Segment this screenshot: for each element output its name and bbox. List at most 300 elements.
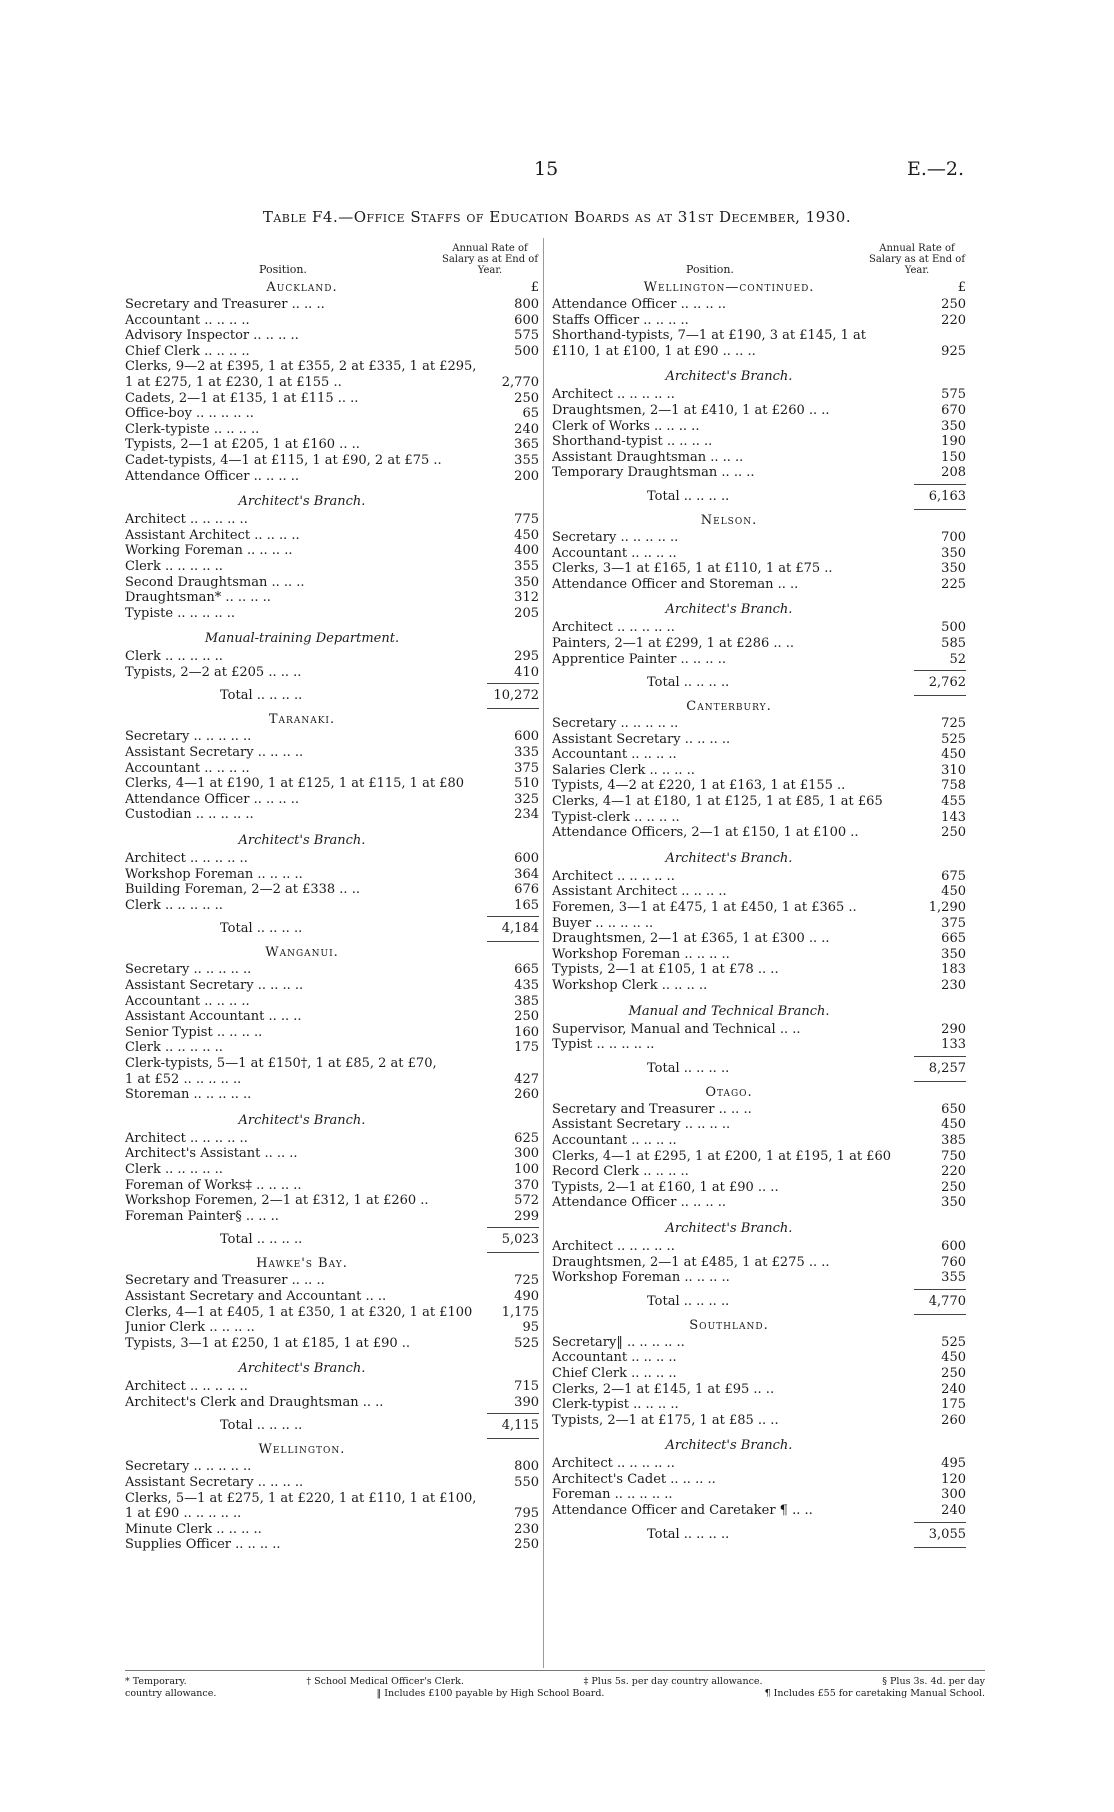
footnote: * Temporary. (125, 1676, 187, 1687)
position-label: Workshop Foremen, 2—1 at £312, 1 at £260 .. (125, 1193, 429, 1209)
position-label: Clerk-typiste .. .. .. .. (125, 421, 260, 437)
board-canterbury (552, 699, 966, 1077)
branch-title: Architect's Branch. (238, 494, 366, 510)
total-row (552, 1061, 966, 1077)
salary-value: 260 (514, 1087, 539, 1103)
staff-row (552, 387, 966, 403)
salary-value: 400 (514, 543, 539, 559)
salary-value: 225 (941, 576, 966, 592)
salary-value: 350 (941, 946, 966, 962)
staff-row (125, 1273, 539, 1289)
position-label: Typists, 2—1 at £205, 1 at £160 .. .. (125, 437, 360, 453)
staff-list (125, 729, 539, 823)
salary-value: 510 (514, 776, 539, 792)
position-label: Assistant Secretary and Accountant .. .. (125, 1288, 387, 1304)
salary-value: 600 (514, 851, 539, 867)
position-label: Clerk .. .. .. .. .. (125, 1161, 223, 1177)
staff-row (552, 825, 966, 841)
salary-value: 375 (514, 760, 539, 776)
total-label: Total .. .. .. .. (220, 1418, 303, 1434)
staff-row (125, 543, 539, 559)
staff-row (552, 419, 966, 435)
salary-value: 250 (941, 297, 966, 312)
footnote: ‖ Includes £100 payable by High School Board. (376, 1688, 605, 1699)
staff-list (125, 1131, 539, 1225)
staff-list (125, 1273, 539, 1351)
staff-row (125, 962, 539, 978)
board-title: Otago. (705, 1084, 753, 1100)
staff-row (552, 1413, 966, 1429)
salary-value: 675 (941, 868, 966, 884)
staff-row (125, 512, 539, 528)
staff-row (552, 1503, 966, 1519)
salary-header: Annual Rate of Salary as at End of Year. (441, 243, 539, 276)
salary-value: 450 (514, 527, 539, 543)
total-value: 2,762 (906, 675, 966, 691)
staff-row (125, 1305, 539, 1321)
salary-value: 385 (514, 993, 539, 1009)
column-header (552, 236, 966, 276)
staff-list (552, 530, 966, 592)
salary-value: 205 (514, 605, 539, 621)
staff-row (552, 900, 966, 916)
staff-list (552, 1239, 966, 1286)
position-label: Draughtsman* .. .. .. .. (125, 590, 271, 606)
total-value: 4,770 (906, 1294, 966, 1310)
staff-row (552, 1366, 966, 1382)
staff-row (552, 962, 966, 978)
salary-value: 300 (941, 1487, 966, 1503)
position-label: Clerk-typist .. .. .. .. (552, 1397, 679, 1413)
total-value: 4,115 (479, 1418, 539, 1434)
position-label: Accountant .. .. .. .. (552, 1350, 677, 1366)
salary-value: 230 (941, 978, 966, 993)
total-label: Total .. .. .. .. (220, 1232, 303, 1248)
salary-value: 795 (514, 1506, 539, 1522)
salary-value: 450 (941, 884, 966, 900)
salary-value: 600 (514, 729, 539, 745)
staff-row (125, 994, 539, 1010)
staff-row (125, 406, 539, 422)
staff-row (125, 1009, 539, 1025)
position-label: Cadet-typists, 4—1 at £115, 1 at £90, 2 at £75 .. (125, 452, 442, 468)
staff-row (552, 465, 966, 481)
salary-value: 410 (514, 664, 539, 680)
staff-row (552, 577, 966, 593)
position-label: Assistant Architect .. .. .. .. (552, 884, 727, 900)
staff-row (552, 1149, 966, 1165)
salary-value: 230 (514, 1521, 539, 1537)
position-label: Attendance Officer and Storeman .. .. (552, 576, 799, 592)
salary-value: 364 (514, 866, 539, 882)
column-header (125, 236, 539, 276)
staff-row (125, 1131, 539, 1147)
salary-value: 550 (514, 1475, 539, 1491)
staff-row (552, 1472, 966, 1488)
salary-value: 572 (514, 1193, 539, 1209)
staff-row (125, 391, 539, 407)
position-label: Assistant Secretary .. .. .. .. (552, 731, 731, 747)
total-row (125, 688, 539, 704)
position-label: Architect .. .. .. .. .. (552, 620, 675, 636)
staff-list (552, 1102, 966, 1211)
salary-value: 143 (941, 809, 966, 825)
salary-value: 758 (941, 778, 966, 794)
total-row (125, 1232, 539, 1248)
staff-row (125, 1209, 539, 1225)
salary-value: 240 (514, 421, 539, 437)
staff-row (125, 359, 539, 375)
position-label: Architect .. .. .. .. .. (552, 387, 675, 403)
total-row (552, 1527, 966, 1543)
position-label: Accountant .. .. .. .. (125, 312, 250, 328)
staff-row (552, 978, 966, 994)
staff-row (552, 530, 966, 546)
staff-row (552, 1117, 966, 1133)
position-label: Working Foreman .. .. .. .. (125, 543, 293, 559)
position-label: Secretary .. .. .. .. .. (125, 729, 252, 745)
staff-row (125, 807, 539, 823)
salary-value: 455 (941, 794, 966, 810)
staff-list (552, 297, 966, 359)
staff-row (552, 1037, 966, 1053)
page-header (0, 158, 1114, 182)
salary-value: 208 (941, 465, 966, 481)
salary-value: 600 (941, 1238, 966, 1254)
salary-value: 175 (941, 1397, 966, 1413)
position-label: Architect .. .. .. .. .. (125, 1379, 248, 1395)
position-label: Clerks, 3—1 at £165, 1 at £110, 1 at £75 .. (552, 561, 833, 577)
total-value: 3,055 (906, 1527, 966, 1543)
salary-value: 220 (941, 1164, 966, 1180)
salary-value: 750 (941, 1148, 966, 1164)
staff-row (125, 437, 539, 453)
staff-row (552, 794, 966, 810)
position-label: Accountant .. .. .. .. (552, 545, 677, 561)
salary-value: 365 (514, 437, 539, 453)
branch-title: Architect's Branch. (665, 1438, 793, 1454)
position-label: Clerks, 4—1 at £405, 1 at £350, 1 at £320, 1 at £100 (125, 1304, 473, 1320)
staff-row (125, 606, 539, 622)
staff-list (125, 297, 539, 484)
staff-list (552, 1456, 966, 1518)
salary-header: Annual Rate of Salary as at End of Year. (868, 243, 966, 276)
staff-row (552, 869, 966, 885)
position-label: Assistant Draughtsman .. .. .. (552, 449, 744, 465)
salary-value: 160 (514, 1024, 539, 1040)
staff-row (552, 1382, 966, 1398)
staff-row (125, 978, 539, 994)
right-column (552, 236, 966, 1551)
total-value: 8,257 (906, 1061, 966, 1077)
salary-value: 260 (941, 1412, 966, 1428)
position-label: Workshop Foreman .. .. .. .. (552, 946, 730, 962)
staff-row (552, 328, 966, 344)
salary-value: 350 (941, 561, 966, 577)
board-auckland (125, 280, 539, 704)
salary-value: 800 (514, 1459, 539, 1475)
salary-value: 625 (514, 1130, 539, 1146)
position-label: Architect's Cadet .. .. .. .. (552, 1471, 716, 1487)
salary-value: 350 (941, 418, 966, 434)
staff-list (552, 387, 966, 481)
board-title: Southland. (689, 1317, 769, 1333)
salary-value: 575 (514, 328, 539, 344)
salary-value: 800 (514, 297, 539, 312)
salary-value: 1,175 (501, 1304, 539, 1320)
salary-value: 427 (514, 1071, 539, 1087)
staff-row (125, 375, 539, 391)
staff-row (125, 1178, 539, 1194)
position-label: Supplies Officer .. .. .. .. (125, 1537, 281, 1553)
staff-row (125, 590, 539, 606)
staff-row (125, 1475, 539, 1491)
total-row (125, 1418, 539, 1434)
staff-row (125, 469, 539, 485)
position-label: Workshop Clerk .. .. .. .. (552, 978, 708, 993)
position-label: Architect .. .. .. .. .. (125, 1130, 248, 1146)
position-label: Secretary .. .. .. .. .. (552, 716, 679, 732)
staff-row (552, 716, 966, 732)
staff-row (125, 559, 539, 575)
staff-row (552, 947, 966, 963)
board-title: Nelson. (700, 512, 758, 528)
salary-value: 490 (514, 1288, 539, 1304)
total-row (552, 1294, 966, 1310)
staff-row (125, 792, 539, 808)
staff-row (552, 1022, 966, 1038)
staff-row (125, 649, 539, 665)
staff-row (125, 1459, 539, 1475)
staff-row (125, 898, 539, 914)
salary-value: 295 (514, 649, 539, 665)
position-label: Apprentice Painter .. .. .. .. (552, 651, 726, 667)
position-label: Architect .. .. .. .. .. (552, 868, 675, 884)
position-label: Clerk .. .. .. .. .. (125, 649, 223, 665)
staff-row (552, 1397, 966, 1413)
position-label: Accountant .. .. .. .. (552, 1132, 677, 1148)
staff-row (125, 729, 539, 745)
position-label: Secretary and Treasurer .. .. .. (552, 1101, 752, 1117)
salary-value: 133 (941, 1037, 966, 1053)
position-label: Office-boy .. .. .. .. .. (125, 406, 254, 422)
salary-value: 350 (941, 545, 966, 561)
salary-value: 385 (941, 1132, 966, 1148)
staff-list (125, 1459, 539, 1553)
staff-row (125, 1193, 539, 1209)
board-title: Auckland. (266, 280, 338, 295)
position-label: Draughtsmen, 2—1 at £410, 1 at £260 .. .. (552, 402, 830, 418)
staff-row (125, 1395, 539, 1411)
position-label: Cadets, 2—1 at £135, 1 at £115 .. .. (125, 390, 359, 406)
salary-value: 175 (514, 1040, 539, 1056)
staff-row (125, 761, 539, 777)
position-label: Shorthand-typist .. .. .. .. (552, 434, 713, 450)
position-label: Painters, 2—1 at £299, 1 at £286 .. .. (552, 635, 795, 651)
salary-value: 165 (514, 897, 539, 913)
salary-value: 290 (941, 1021, 966, 1037)
branch-title: Manual and Technical Branch. (628, 1003, 830, 1019)
staff-row (125, 297, 539, 313)
salary-value: 312 (514, 590, 539, 606)
salary-value: 200 (514, 468, 539, 484)
position-label: Accountant .. .. .. .. (552, 747, 677, 763)
position-label: Workshop Foreman .. .. .. .. (125, 866, 303, 882)
salary-value: 355 (941, 1270, 966, 1286)
salary-value: 220 (941, 312, 966, 328)
salary-value: 183 (941, 962, 966, 978)
board-wellington-continued (552, 280, 966, 505)
position-label: Assistant Secretary .. .. .. .. (125, 745, 304, 761)
board-nelson (552, 513, 966, 691)
position-label: Clerks, 4—1 at £180, 1 at £125, 1 at £85, 1 at £65 (552, 794, 883, 810)
staff-row (552, 1239, 966, 1255)
board-title: Wellington—continued. (643, 280, 815, 295)
staff-row (125, 1087, 539, 1103)
salary-value: 240 (941, 1503, 966, 1519)
staff-list (125, 649, 539, 680)
salary-value: 450 (941, 1117, 966, 1133)
salary-value: 350 (941, 1195, 966, 1211)
position-label: Clerks, 5—1 at £275, 1 at £220, 1 at £110, 1 at £100, (125, 1490, 477, 1506)
position-label: Clerks, 2—1 at £145, 1 at £95 .. .. (552, 1381, 775, 1397)
staff-row (552, 403, 966, 419)
footnote: § Plus 3s. 4d. per day (882, 1676, 985, 1687)
total-label: Total .. .. .. .. (220, 688, 303, 704)
position-label: Clerks, 4—1 at £190, 1 at £125, 1 at £115, 1 at £80 (125, 776, 464, 792)
position-label: Attendance Officer .. .. .. .. (125, 791, 300, 807)
staff-list (552, 1022, 966, 1053)
staff-row (125, 1040, 539, 1056)
position-label: Clerk .. .. .. .. .. (125, 897, 223, 913)
staff-row (552, 747, 966, 763)
salary-value: 250 (514, 390, 539, 406)
position-label: Attendance Officer .. .. .. .. (552, 1195, 727, 1211)
position-label: Record Clerk .. .. .. .. (552, 1164, 689, 1180)
board-taranaki (125, 712, 539, 937)
salary-value: 240 (941, 1381, 966, 1397)
staff-list (552, 620, 966, 667)
position-label: Typists, 3—1 at £250, 1 at £185, 1 at £90 .. (125, 1335, 411, 1351)
position-label: 1 at £275, 1 at £230, 1 at £155 .. (125, 374, 342, 390)
staff-row (552, 652, 966, 668)
staff-row (552, 763, 966, 779)
staff-row (125, 851, 539, 867)
board-title: Hawke's Bay. (256, 1256, 348, 1272)
position-label: Assistant Architect .. .. .. .. (125, 527, 300, 543)
position-label: Custodian .. .. .. .. .. (125, 807, 254, 823)
staff-list (125, 1379, 539, 1410)
staff-row (125, 1491, 539, 1507)
position-label: Secretary‖ .. .. .. .. .. (552, 1334, 685, 1350)
salary-value: 670 (941, 402, 966, 418)
footnote-rule (125, 1670, 985, 1671)
position-label: Buyer .. .. .. .. .. (552, 915, 654, 931)
board-title: Taranaki. (268, 712, 336, 728)
board-title: Wanganui. (265, 945, 339, 961)
total-value: 5,023 (479, 1232, 539, 1248)
salary-value: 725 (514, 1273, 539, 1289)
salary-value: 665 (941, 931, 966, 947)
position-label: Senior Typist .. .. .. .. (125, 1024, 263, 1040)
staff-row (125, 1379, 539, 1395)
salary-value: 299 (514, 1208, 539, 1224)
footnotes (125, 1676, 985, 1700)
staff-row (552, 1164, 966, 1180)
total-label: Total .. .. .. .. (647, 1060, 730, 1076)
position-label: Assistant Secretary .. .. .. .. (125, 978, 304, 993)
position-label: Clerks, 9—2 at £395, 1 at £355, 2 at £335, 1 at £295, (125, 359, 477, 375)
staff-row (125, 1072, 539, 1088)
salary-value: 525 (941, 731, 966, 747)
currency-symbol: £ (957, 280, 966, 295)
staff-row (552, 810, 966, 826)
position-label: Workshop Foreman .. .. .. .. (552, 1270, 730, 1286)
position-label: Typists, 2—1 at £175, 1 at £85 .. .. (552, 1412, 779, 1428)
salary-value: 450 (941, 1350, 966, 1366)
total-row (552, 675, 966, 691)
staff-row (125, 1025, 539, 1041)
salary-value: 65 (522, 406, 539, 422)
position-label: Typists, 2—2 at £205 .. .. .. (125, 664, 302, 680)
salary-value: 775 (514, 512, 539, 528)
table-title: Table F4.—Office Staffs of Education Boards as at 31st December, 1930. (262, 208, 852, 226)
staff-row (552, 732, 966, 748)
staff-row (125, 745, 539, 761)
position-label: Typiste .. .. .. .. .. (125, 605, 236, 621)
staff-row (125, 1522, 539, 1538)
position-label: Architect's Clerk and Draughtsman .. .. (125, 1394, 384, 1410)
total-label: Total .. .. .. .. (647, 488, 730, 504)
staff-list (552, 869, 966, 994)
staff-row (552, 297, 966, 313)
total-label: Total .. .. .. .. (647, 675, 730, 691)
position-label: Chief Clerk .. .. .. .. (125, 343, 250, 359)
branch-title: Manual-training Department. (204, 631, 400, 647)
board-wellington (125, 1442, 539, 1553)
total-label: Total .. .. .. .. (647, 1526, 730, 1542)
salary-value: 250 (941, 825, 966, 841)
total-row (552, 489, 966, 505)
total-label: Total .. .. .. .. (220, 921, 303, 937)
position-label: Draughtsmen, 2—1 at £365, 1 at £300 .. .. (552, 931, 830, 947)
position-label: 1 at £90 .. .. .. .. .. (125, 1506, 242, 1522)
salary-value: 250 (514, 1537, 539, 1553)
position-label: Foreman of Works‡ .. .. .. .. (125, 1177, 302, 1193)
position-label: Typist-clerk .. .. .. .. (552, 809, 680, 825)
salary-value: 355 (514, 452, 539, 468)
staff-row (125, 1146, 539, 1162)
staff-row (125, 1336, 539, 1352)
staff-list (125, 851, 539, 913)
branch-title: Architect's Branch. (238, 1112, 366, 1128)
staff-row (552, 434, 966, 450)
salary-value: 575 (941, 387, 966, 403)
total-value: 10,272 (479, 688, 539, 704)
left-column (125, 236, 539, 1559)
position-label: 1 at £52 .. .. .. .. .. (125, 1071, 242, 1087)
salary-value: 525 (514, 1335, 539, 1351)
position-label: Advisory Inspector .. .. .. .. (125, 328, 299, 344)
staff-row (552, 778, 966, 794)
staff-row (125, 776, 539, 792)
salary-value: 390 (514, 1394, 539, 1410)
board-title: Wellington. (258, 1442, 346, 1458)
total-row (125, 921, 539, 937)
position-header: Position. (259, 263, 307, 276)
staff-row (552, 931, 966, 947)
position-label: Secretary and Treasurer .. .. .. (125, 1273, 325, 1289)
